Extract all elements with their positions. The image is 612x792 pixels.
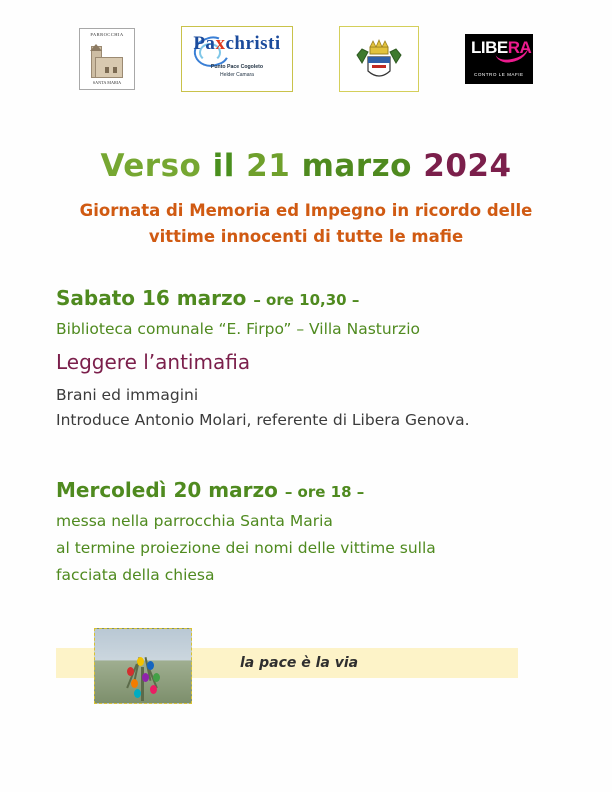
event-2-heading	[56, 478, 576, 502]
event-1-detail-1: Brani ed immagini	[56, 386, 199, 404]
event-1-time: – ore 10,30 –	[253, 291, 360, 309]
paxchristi-sub2: Helder Camara	[220, 72, 254, 78]
event-2-line-3: facciata della chiesa	[56, 566, 215, 584]
event-block-1	[56, 286, 576, 436]
pax-word-part-3: christi	[225, 33, 281, 54]
parrocchia-logo	[79, 28, 135, 90]
event-1-heading	[56, 286, 576, 310]
libera-word-part-1: LIBE	[471, 38, 508, 57]
pax-word-part-1: Pa	[193, 33, 216, 54]
event-2-time: – ore 18 –	[284, 483, 365, 501]
event-2-line-1: messa nella parrocchia Santa Maria	[56, 512, 333, 530]
subtitle-line-1: Giornata di Memoria ed Impegno in ricordo delle	[79, 201, 533, 220]
libera-subtitle: CONTRO LE MAFIE	[474, 72, 524, 77]
pax-word-part-2: x	[215, 33, 226, 54]
footer-slogan: la pace è la via	[240, 655, 359, 671]
tree-illustration	[125, 649, 161, 701]
colorful-tree-photo	[94, 628, 192, 704]
event-1-detail-2: Introduce Antonio Molari, referente di Libera Genova.	[56, 411, 470, 429]
title-part-il: il	[212, 148, 235, 184]
poster-subtitle	[0, 198, 612, 249]
libera-logo	[465, 34, 533, 84]
paxchristi-logo	[181, 26, 293, 92]
title-part-day: 21	[246, 148, 291, 184]
coat-of-arms-icon	[352, 33, 406, 85]
title-part-year: 2024	[423, 148, 512, 184]
parrocchia-arc-top: PARROCCHIA	[90, 32, 124, 37]
event-2-line-2: al termine proiezione dei nomi delle vittime sulla	[56, 539, 436, 557]
event-block-2	[56, 478, 576, 593]
title-part-verso: Verso	[100, 148, 202, 184]
libera-wordmark	[471, 39, 531, 56]
title-part-month: marzo	[301, 148, 412, 184]
logo-strip	[0, 20, 612, 98]
parrocchia-arc-bottom: SANTA MARIA	[92, 80, 122, 85]
libera-word-part-2: RA	[507, 38, 532, 57]
comune-coat-of-arms-logo	[339, 26, 419, 92]
poster-title	[0, 148, 612, 184]
event-2-date: Mercoledì 20 marzo	[56, 478, 278, 502]
event-1-place: Biblioteca comunale “E. Firpo” – Villa Nasturzio	[56, 320, 420, 338]
paxchristi-wordmark	[182, 34, 292, 53]
paxchristi-sub1: Punto Pace Cogoleto	[210, 64, 264, 70]
subtitle-line-2: vittime innocenti di tutte le mafie	[148, 226, 464, 246]
church-icon	[91, 44, 125, 78]
event-1-title: Leggere l’antimafia	[56, 350, 251, 374]
event-1-date: Sabato 16 marzo	[56, 286, 247, 310]
